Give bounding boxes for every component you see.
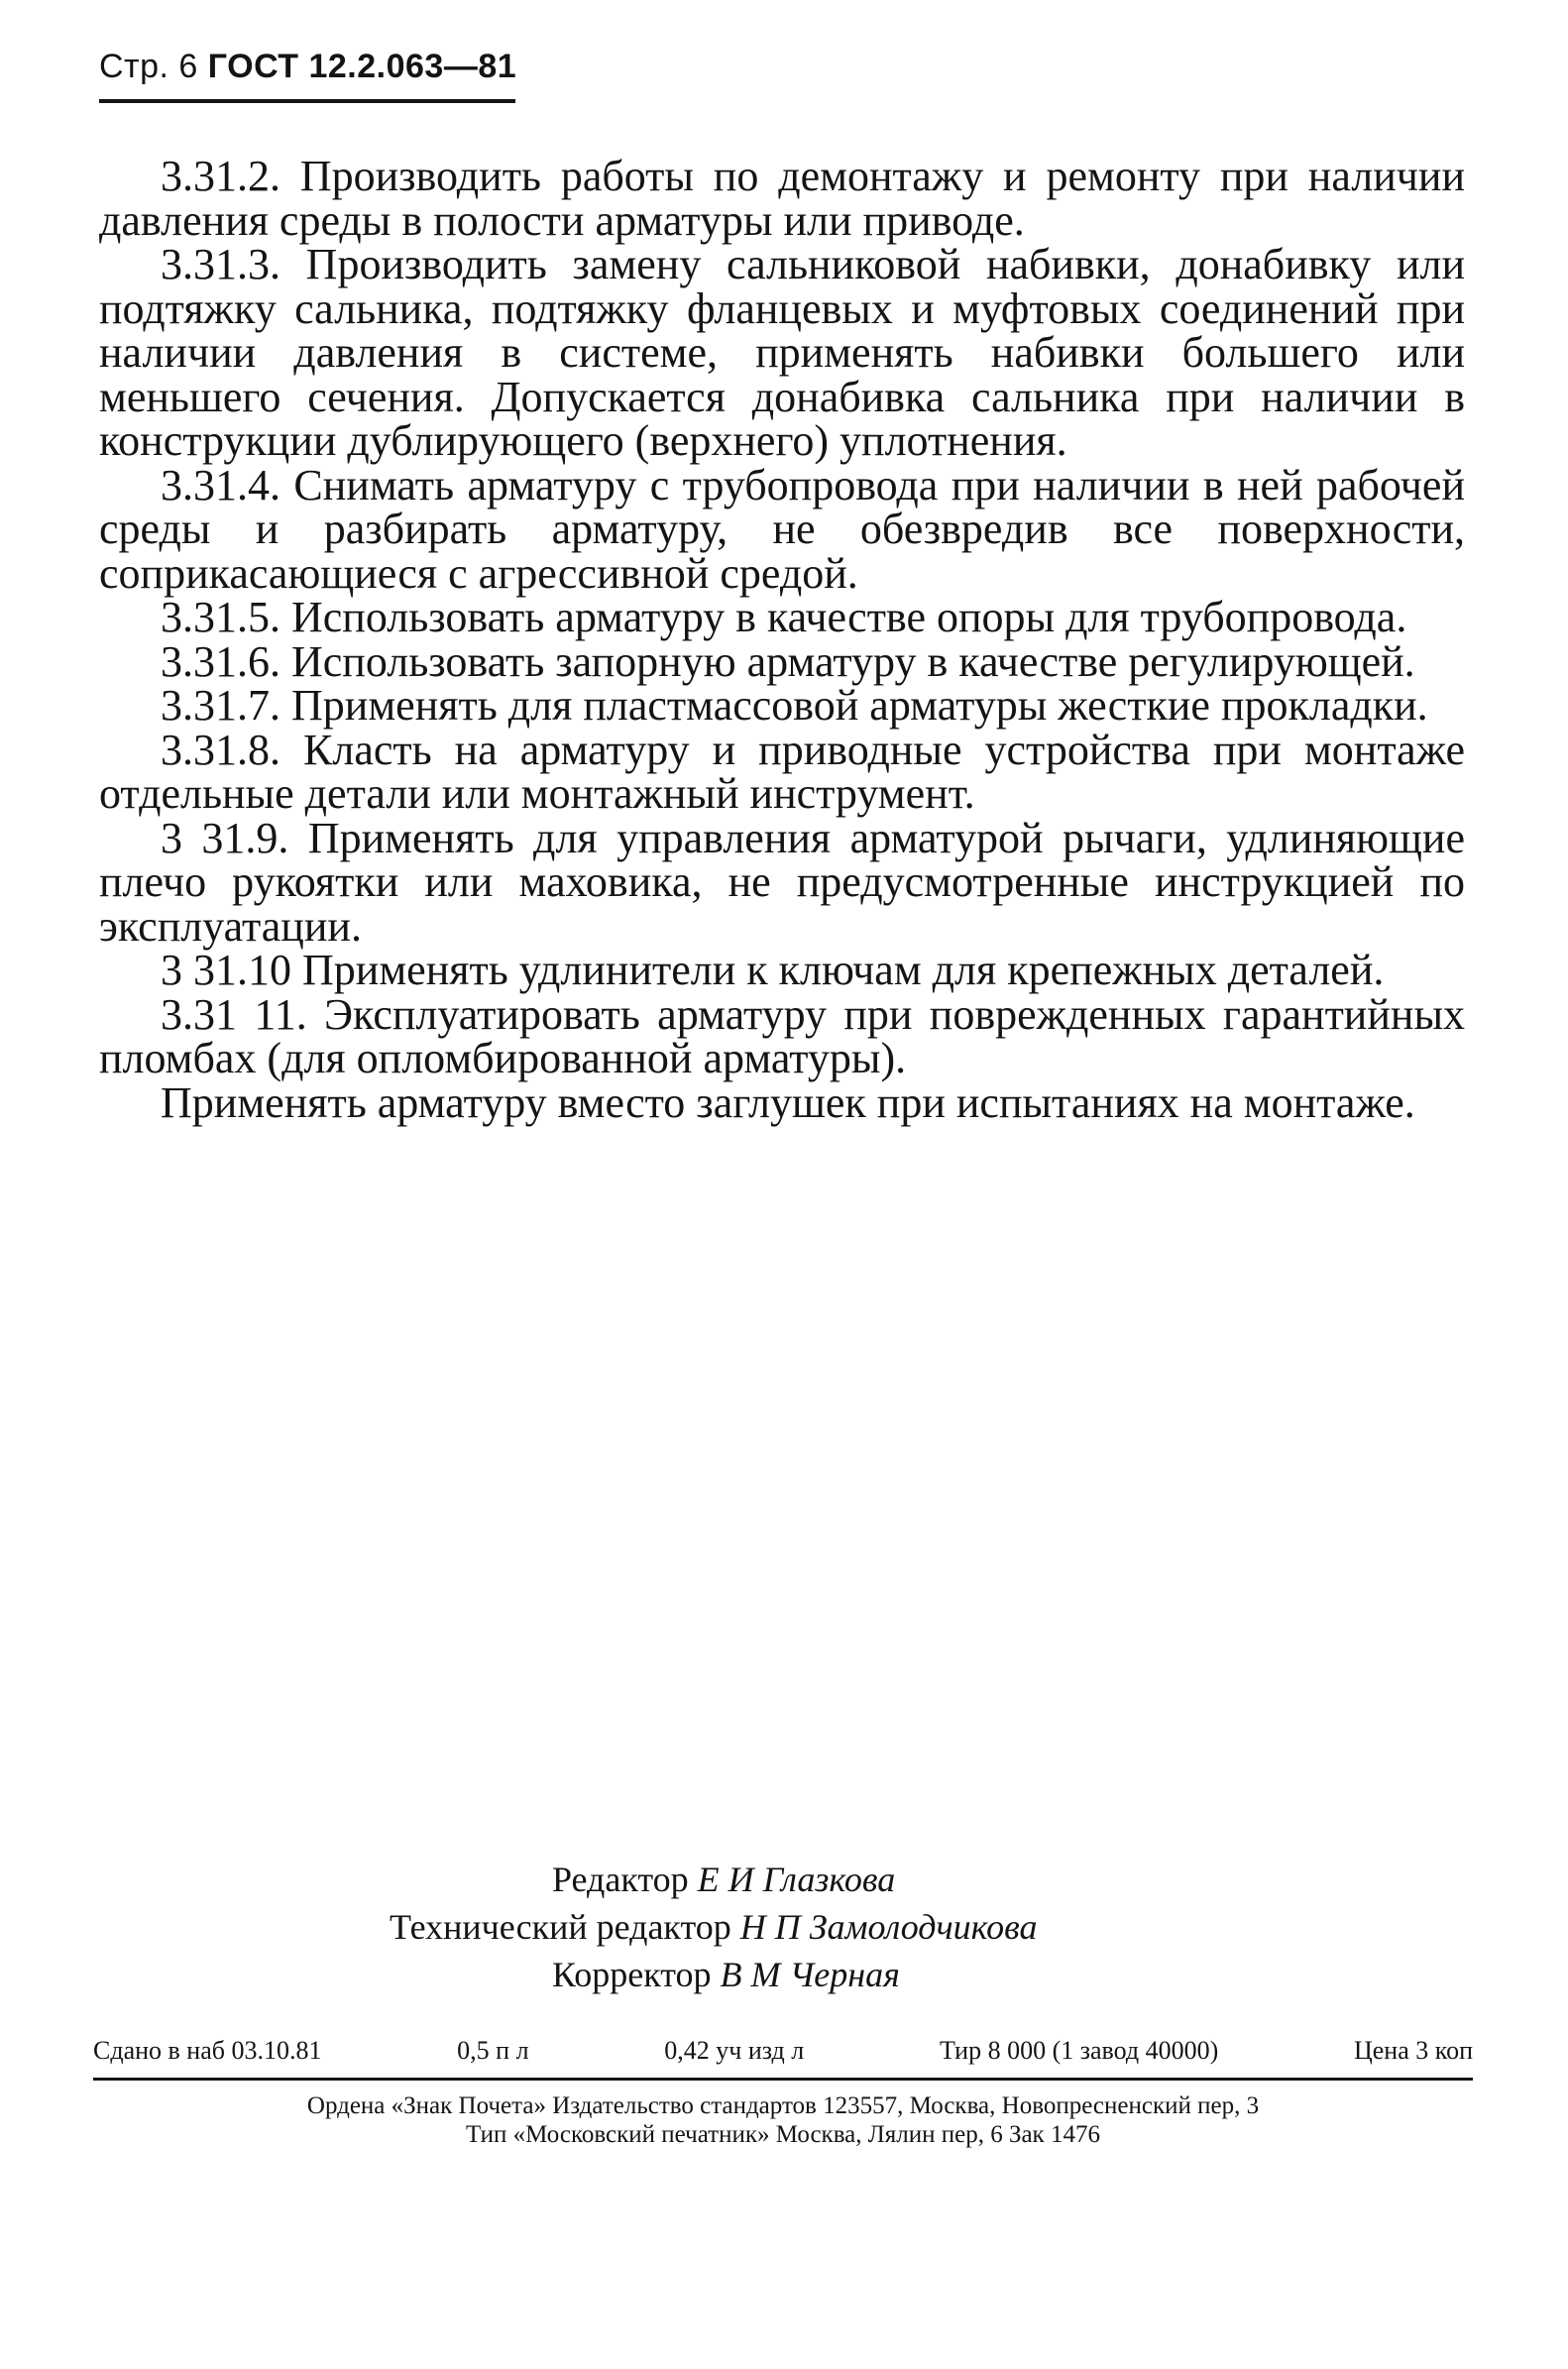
paragraph-3-31-7: 3.31.7. Применять для пластмассовой арматуры жесткие прокладки. bbox=[161, 681, 1428, 730]
credits bbox=[0, 1856, 1568, 1998]
imprint-submitted: Сдано в наб 03.10.81 bbox=[93, 2036, 322, 2065]
editor-role: Редактор bbox=[552, 1860, 689, 1899]
paragraph-closing: Применять арматуру вместо заглушек при испытаниях на монтаже. bbox=[161, 1077, 1415, 1127]
standard-designation: ГОСТ 12.2.063—81 bbox=[207, 48, 517, 85]
header-rule bbox=[99, 99, 515, 103]
imprint-rule bbox=[93, 2078, 1473, 2081]
paragraph-3-31-4: 3.31.4. Снимать арматуру с трубопровода при наличии в ней рабочей среды и разбирать арматуру, не обезвредив все поверхности, соприкасающиеся с агрессивной средой. bbox=[99, 460, 1465, 598]
corrector-role: Корректор bbox=[552, 1955, 712, 1994]
paragraph-3-31-6: 3.31.6. Использовать запорную арматуру в качестве регулирующей. bbox=[161, 636, 1415, 686]
print-imprint bbox=[93, 2034, 1473, 2068]
publisher-line-1: Ордена «Знак Почета» Издательство стандартов 123557, Москва, Новопресненский пер, 3 bbox=[306, 2092, 1260, 2119]
corrector-name: В М Черная bbox=[720, 1955, 900, 1994]
imprint-price: Цена 3 коп bbox=[1353, 2036, 1473, 2065]
credit-editor bbox=[0, 1856, 1568, 1903]
page-header bbox=[99, 48, 516, 86]
page-number: Стр. 6 bbox=[99, 48, 198, 85]
imprint-print-run: Тир 8 000 (1 завод 40000) bbox=[939, 2036, 1219, 2065]
credit-corrector bbox=[0, 1951, 1568, 1998]
credit-technical-editor bbox=[0, 1903, 1568, 1951]
publisher-info bbox=[93, 2091, 1473, 2149]
publisher-line-2: Тип «Московский печатник» Москва, Лялин пер, 6 Зак 1476 bbox=[466, 2121, 1100, 2148]
imprint-signed: 0,5 п л bbox=[457, 2036, 529, 2065]
paragraph-3-31-11: 3.31 11. Эксплуатировать арматуру при поврежденных гарантийных пломбах (для опломбированной арматуры). bbox=[99, 989, 1465, 1082]
technical-editor-role: Технический редактор bbox=[390, 1907, 731, 1947]
main-text bbox=[99, 152, 1465, 1127]
paragraph-3-31-5: 3.31.5. Использовать арматуру в качестве опоры для трубопровода. bbox=[161, 593, 1407, 641]
paragraph-3-31-9: 3 31.9. Применять для управления арматурой рычаги, удлиняющие плечо рукоятки или маховика, не предусмотренные инструкцией по эксплуатации. bbox=[99, 813, 1465, 951]
paragraph-3-31-2: 3.31.2. Производить работы по демонтажу и ремонту при наличии давления среды в полости арматуры или приводе. bbox=[99, 152, 1465, 245]
paragraph-3-31-3: 3.31.3. Производить замену сальниковой набивки, донабивку или подтяжку сальника, подтяжку фланцевых и муфтовых соединений при наличии давления в системе, применять набивки большего или меньшего сечения. Допускается донабивка сальника при наличии в конструкции дублирующего (верхнего) уплотнения. bbox=[99, 240, 1465, 465]
imprint-volume: 0,42 уч изд л bbox=[664, 2036, 805, 2065]
technical-editor-name: Н П Замолодчикова bbox=[739, 1907, 1038, 1947]
paragraph-3-31-8: 3.31.8. Класть на арматуру и приводные устройства при монтаже отдельные детали или монтажный инструмент. bbox=[99, 725, 1465, 818]
paragraph-3-31-10: 3 31.10 Применять удлинители к ключам для крепежных деталей. bbox=[161, 946, 1385, 994]
editor-name: Е И Глазкова bbox=[697, 1860, 896, 1899]
